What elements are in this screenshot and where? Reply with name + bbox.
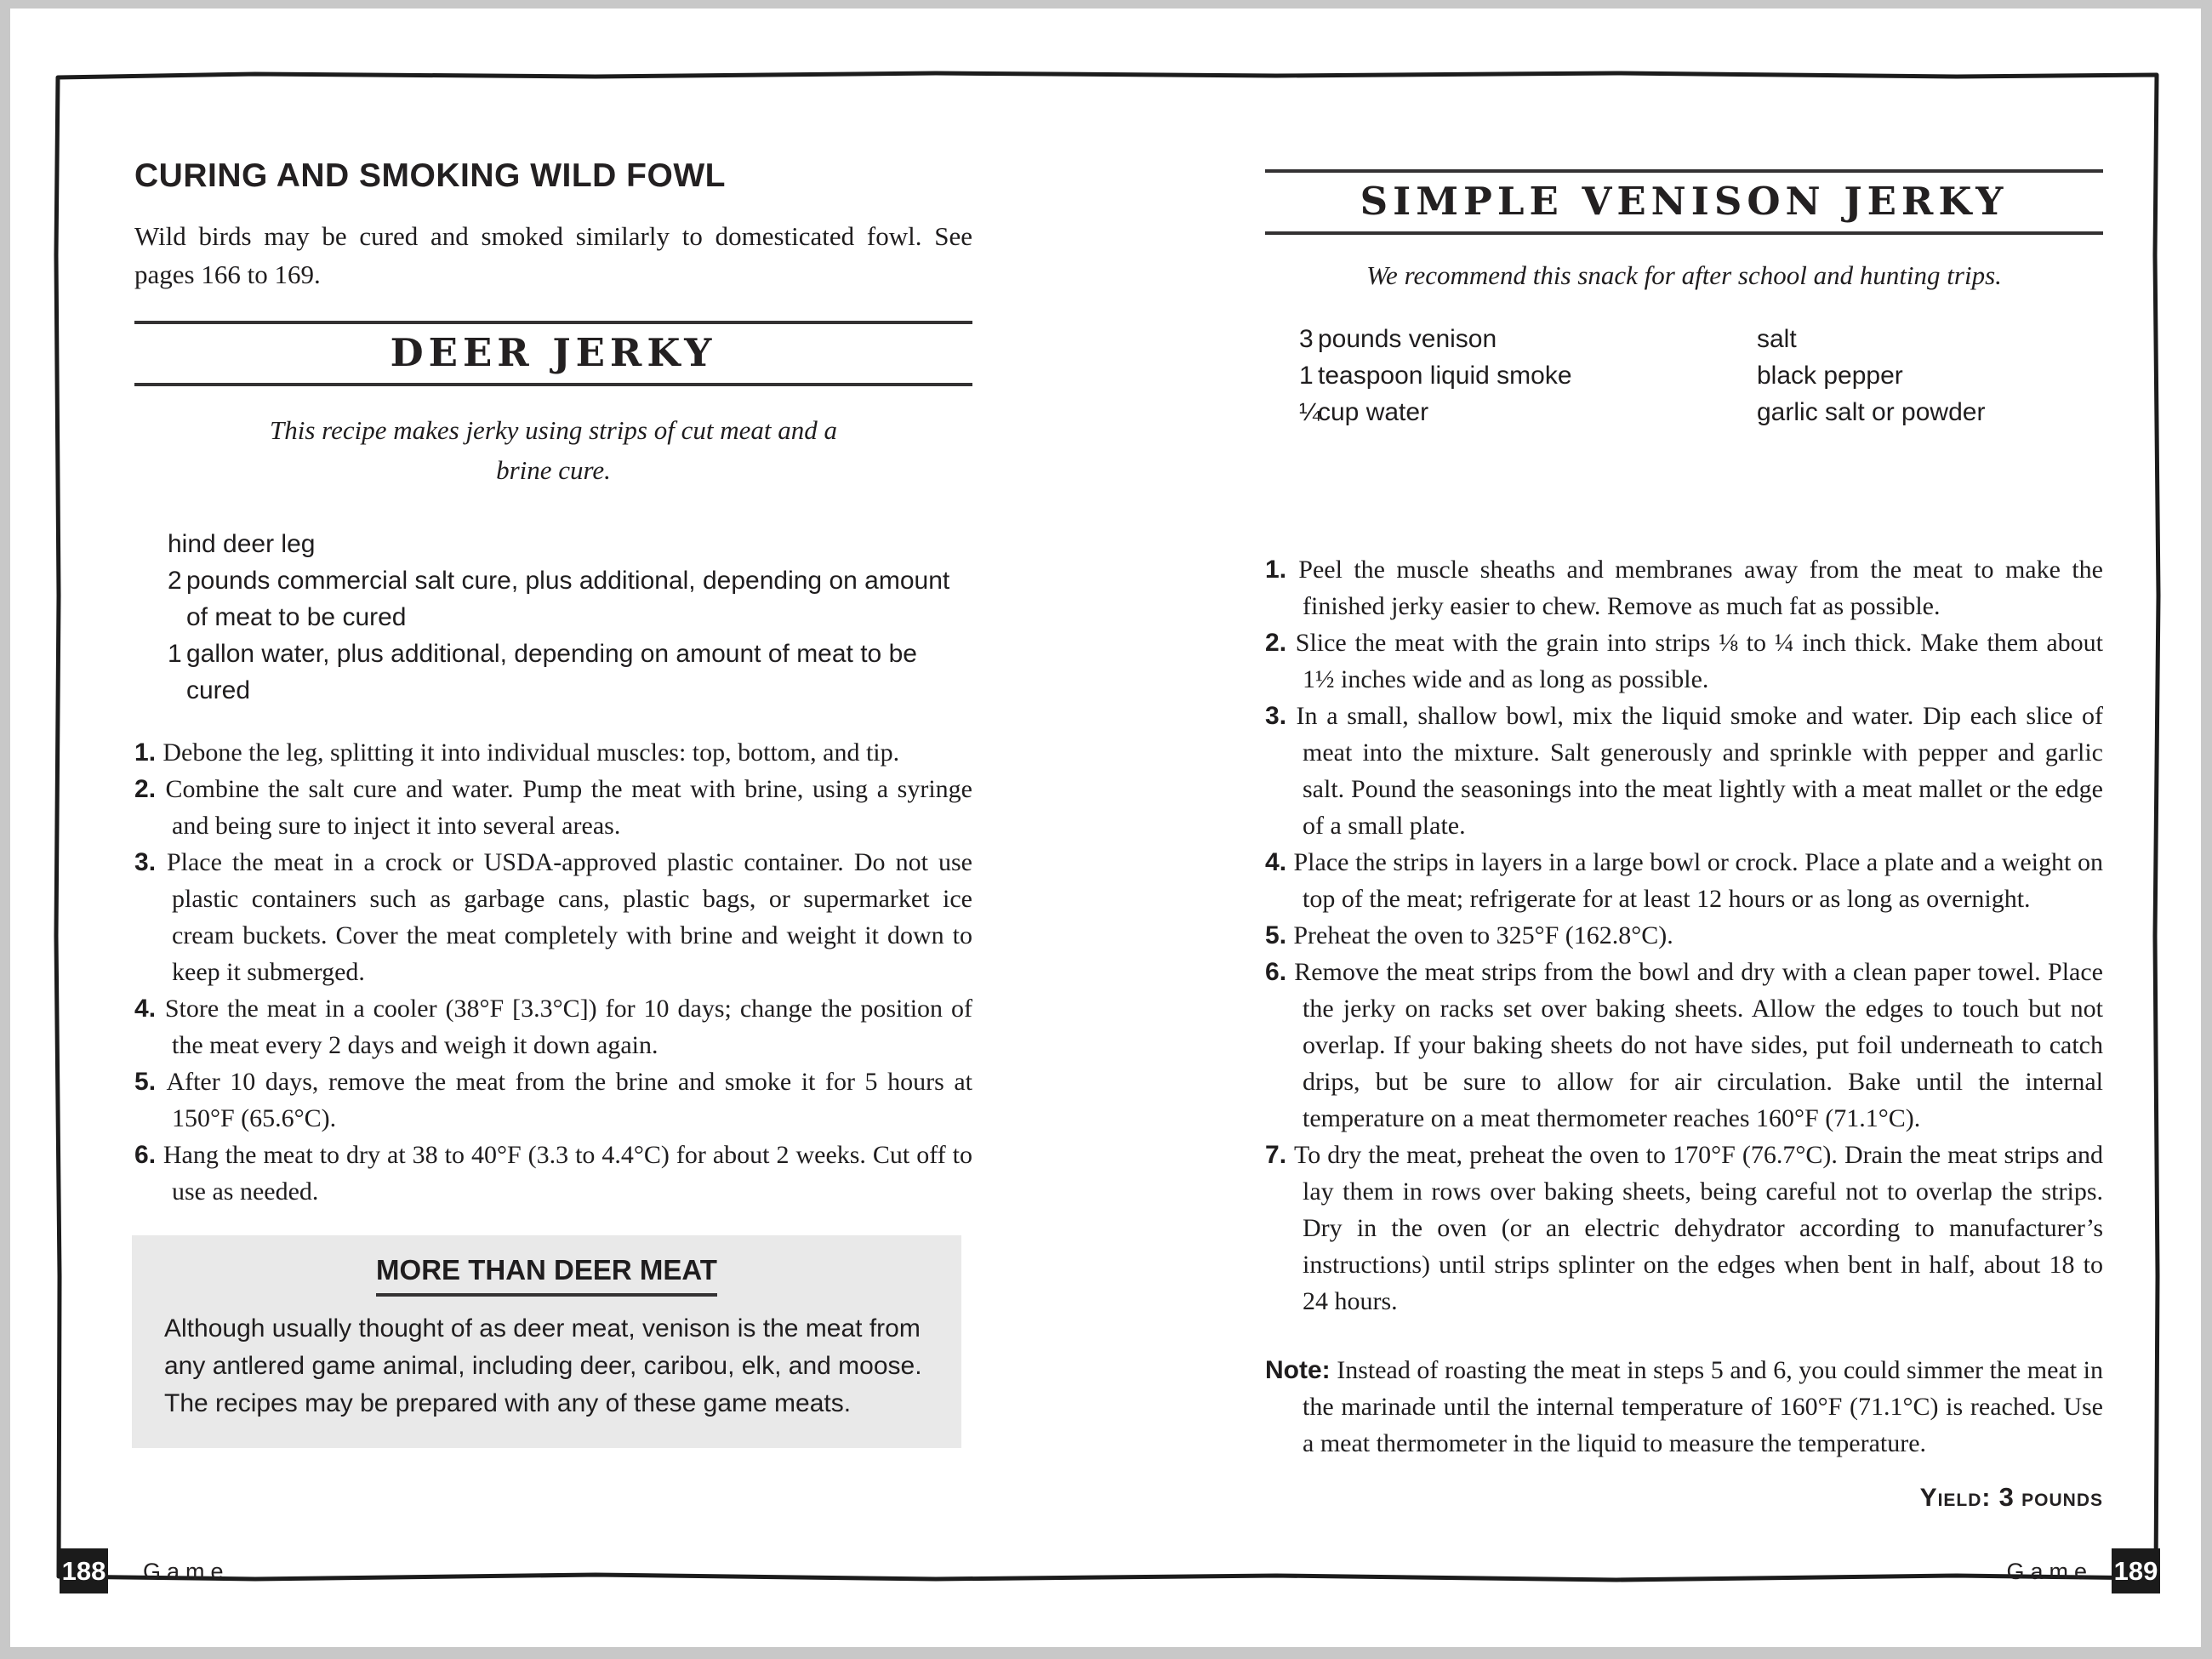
ingredient-text: gallon water, plus additional, depending on amount of meat to be cured (186, 640, 917, 704)
sidebar-box-title: MORE THAN DEER MEAT (152, 1254, 941, 1297)
ingredient-list (168, 526, 972, 709)
recipe-title-rule-bottom (1265, 231, 2103, 235)
yield-unit: pounds (2021, 1484, 2103, 1512)
recipe-step-text: Hang the meat to dry at 38 to 40°F (3.3 to 4.4°C) for about 2 weeks. Cut off to use as needed. (162, 1141, 972, 1206)
recipe-step-text: Remove the meat strips from the bowl and dry with a clean paper towel. Place the jerky on racks set over baking sheets. Allow the edges to touch but not overlap. If your baking sheets do not have sides, put foil underneath to catch drips, but be sure to allow for air circulation. Bake until the internal temperature on a meat thermometer reaches 160°F (71.1°C). (1294, 958, 2103, 1132)
recipe-step-text: Debone the leg, splitting it into individual muscles: top, bottom, and tip. (162, 738, 900, 767)
recipe-title-rule-top (1265, 169, 2103, 173)
ingredient-column-right (1757, 321, 1985, 430)
ingredient-text: cup water (1318, 398, 1429, 426)
recipe-step (1265, 954, 2103, 1137)
recipe-step (1265, 917, 2103, 954)
note-label: Note: (1265, 1356, 1331, 1384)
recipe-step (1265, 624, 2103, 698)
ingredient-quantity: ¼ (1299, 398, 1321, 426)
running-footer-left: Game (143, 1559, 230, 1584)
ingredient-quantity: 1 (1299, 362, 1314, 390)
recipe-step-text: After 10 days, remove the meat from the brine and smoke it for 5 hours at 150°F (65.6°C). (166, 1068, 973, 1132)
recipe-step-text: Peel the muscle sheaths and membranes away from the meat to make the finished jerky easier to chew. Remove as much fat as possible. (1298, 556, 2104, 620)
page-edge-right (2201, 0, 2212, 1659)
recipe-step-text: Place the meat in a crock or USDA-approved plastic container. Do not use plastic containers such as garbage cans, plastic bags, or supermarket ice cream buckets. Cover the meat completely with brine and weight it down to keep it submerged. (166, 848, 972, 986)
left-page (134, 157, 972, 1448)
recipe-subtitle: We recommend this snack for after school and hunting trips. (1366, 260, 2002, 290)
ingredient-quantity: 2 (168, 567, 182, 595)
recipe-step-text: In a small, shallow bowl, mix the liquid smoke and water. Dip each slice of meat into the mixture. Salt generously and sprinkle with pepper and garlic salt. Pound the seasonings into the meat lightly with a meat mallet or the edge of a small plate. (1296, 702, 2103, 840)
recipe-step (1265, 1137, 2103, 1320)
recipe-steps (1265, 551, 2103, 1320)
ingredient-quantity: 3 (1299, 325, 1314, 353)
yield-amount: 3 (1998, 1482, 2014, 1512)
recipe-subtitle: This recipe makes jerky using strips of cut meat and a brine cure. (270, 415, 837, 485)
yield-line (1265, 1482, 2103, 1513)
ingredient-text: black pepper (1757, 362, 1903, 390)
recipe-step (1265, 551, 2103, 624)
page-edge-left (0, 0, 10, 1659)
recipe-step-text: To dry the meat, preheat the oven to 170°F (76.7°C). Drain the meat strips and lay them in rows over baking sheets, being careful not to overlap the strips. Dry in the oven (or an electric dehydrator according to manufacturer’s instructions) until strips splinter on the edges when bent in half, about 18 to 24 hours. (1293, 1141, 2103, 1315)
running-footer-right: Game (2006, 1559, 2093, 1584)
recipe-step-text: Store the meat in a cooler (38°F [3.3°C]) for 10 days; change the position of the meat every 2 days and weigh it down again. (164, 995, 972, 1059)
section-intro: Wild birds may be cured and smoked similarly to domesticated fowl. See pages 166 to 169. (134, 221, 972, 289)
recipe-title-rule-bottom (134, 383, 972, 386)
recipe-step-text: Combine the salt cure and water. Pump the meat with brine, using a syringe and being sure to inject it into several areas. (165, 775, 973, 840)
ingredient-text: teaspoon liquid smoke (1318, 362, 1572, 390)
ingredient-quantity: 1 (168, 640, 182, 668)
recipe-steps (134, 734, 972, 1210)
ingredient-item (168, 526, 972, 562)
section-heading: CURING AND SMOKING WILD FOWL (134, 157, 726, 194)
ingredient-text: pounds commercial salt cure, plus additional, depending on amount of meat to be cured (186, 567, 950, 631)
recipe-step (134, 1063, 972, 1137)
page-edge-bottom (0, 1647, 2212, 1659)
note-text: Instead of roasting the meat in steps 5 and 6, you could simmer the meat in the marinade until the internal temperature of 160°F (71.1°C) is reached. Use a meat thermometer in the liquid to measure the temperature. (1303, 1356, 2104, 1457)
recipe-note (1265, 1352, 2103, 1462)
page-edge-top (0, 0, 2212, 9)
ingredient-text: salt (1757, 325, 1797, 353)
sidebar-box (132, 1235, 961, 1448)
recipe-title-deer-jerky: DEER JERKY (390, 330, 717, 375)
recipe-step (134, 844, 972, 990)
ingredient-item (168, 636, 972, 709)
recipe-step-text: Slice the meat with the grain into strips ⅛ to ¼ inch thick. Make them about 1½ inches wide and as long as possible. (1295, 629, 2103, 693)
recipe-step-text: Place the strips in layers in a large bowl or crock. Place a plate and a weight on top of the meat; refrigerate for at least 12 hours or as long as overnight. (1293, 848, 2103, 913)
ingredient-text: pounds venison (1318, 325, 1497, 353)
right-page (1265, 157, 2103, 1513)
yield-label: Yield: (1919, 1484, 1992, 1512)
recipe-title-rule-top (134, 321, 972, 324)
ingredient-text: garlic salt or powder (1757, 398, 1986, 426)
page-number-right: 189 (2112, 1548, 2160, 1593)
ingredient-item (1757, 357, 1985, 394)
recipe-step (1265, 844, 2103, 917)
recipe-step (1265, 698, 2103, 844)
ingredient-columns (1299, 321, 2103, 430)
recipe-step (134, 771, 972, 844)
recipe-title-simple-venison-jerky: SIMPLE VENISON JERKY (1360, 179, 2009, 224)
recipe-step (134, 1137, 972, 1210)
ingredient-item (168, 562, 972, 636)
sidebar-box-text: Although usually thought of as deer meat, venison is the meat from any antlered game animal, including deer, caribou, elk, and moose. The recipes may be prepared with any of these game meats. (164, 1314, 922, 1417)
page-number-left: 188 (60, 1548, 108, 1593)
recipe-step-text: Preheat the oven to 325°F (162.8°C). (1293, 921, 1673, 949)
recipe-step (134, 990, 972, 1063)
ingredient-text: hind deer leg (168, 530, 316, 558)
ingredient-item (1757, 321, 1985, 357)
recipe-step (134, 734, 972, 771)
ingredient-item (1757, 394, 1985, 430)
